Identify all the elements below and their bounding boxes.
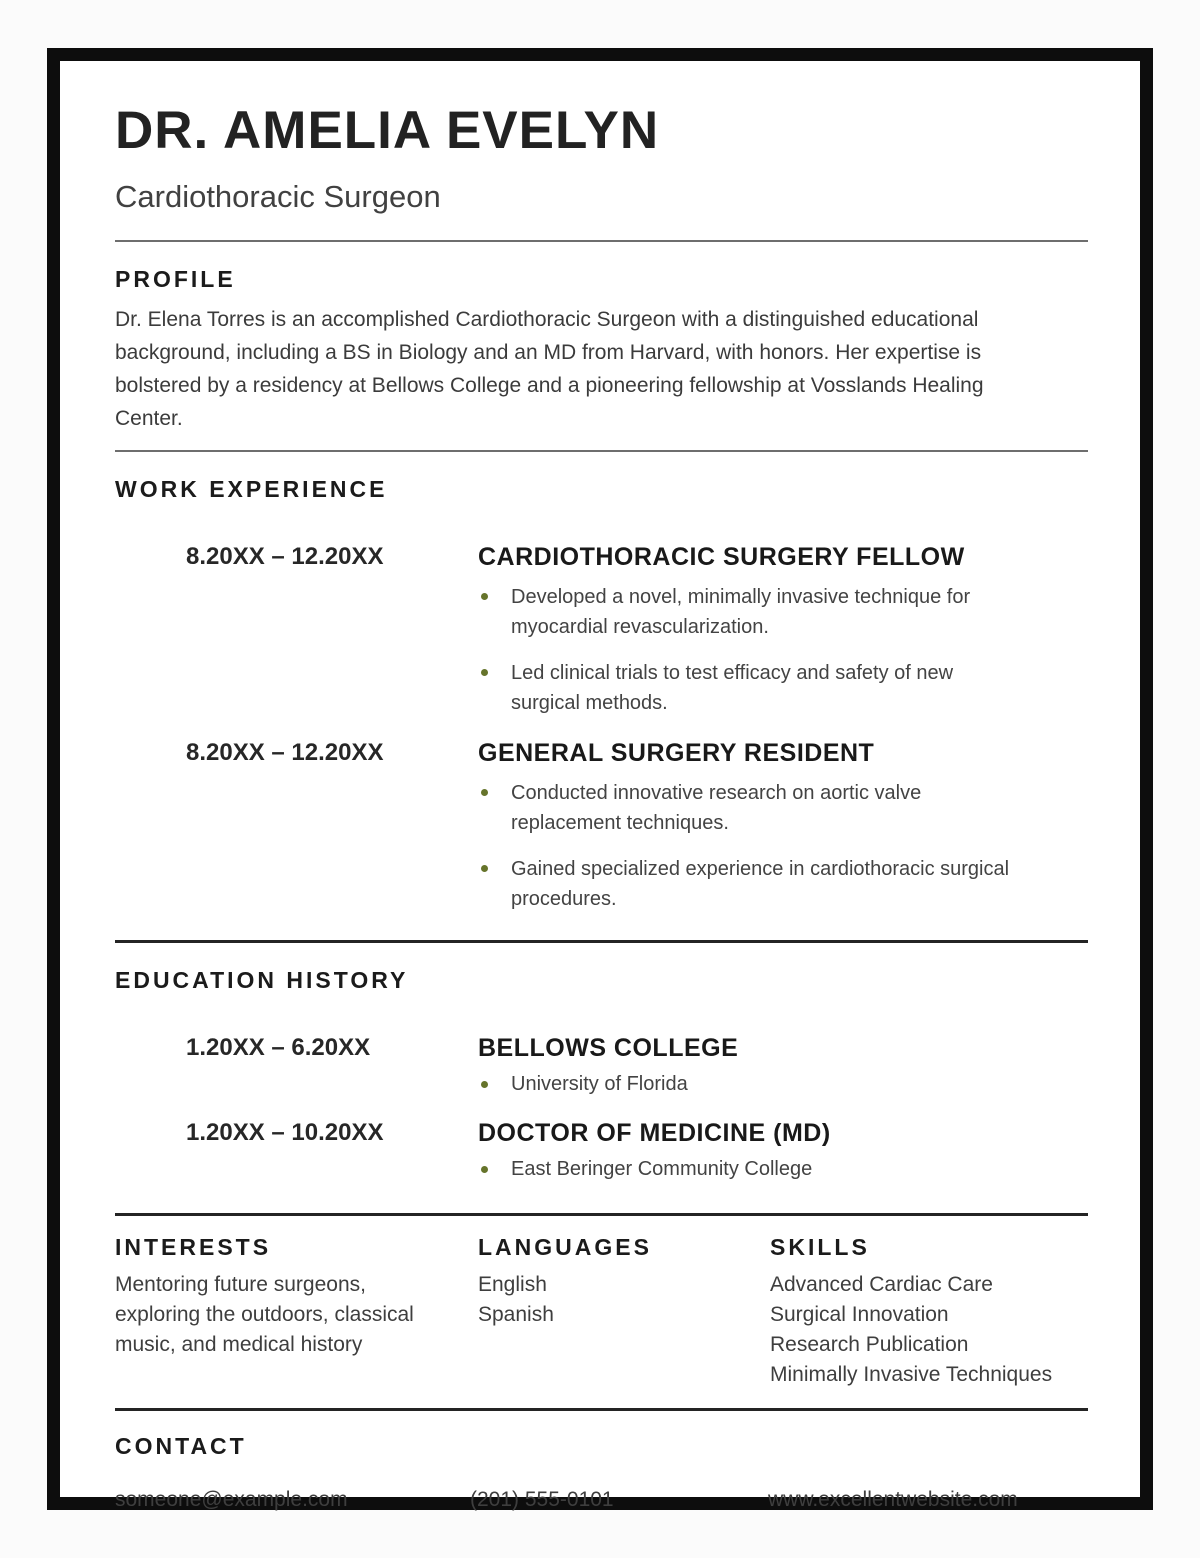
language-item: Spanish xyxy=(478,1303,554,1326)
profile-text: Dr. Elena Torres is an accomplished Cardiothoracic Surgeon with a distinguished educational background, including a BS in Biology and an MD from Harvard, with honors. Her expertise is bolstered by a residency at Bellows College and a pioneering fellowship at Vosslands Healing Center. xyxy=(115,308,984,430)
skills-list xyxy=(770,1270,1088,1390)
interests-text: Mentoring future surgeons, exploring the outdoors, classical music, and medical history xyxy=(115,1273,414,1356)
education-entry xyxy=(115,1033,1088,1098)
education-entry xyxy=(115,1118,1088,1183)
bullet-item: Gained specialized experience in cardiothoracic surgical procedures. xyxy=(478,854,1023,914)
education-heading: EDUCATION HISTORY xyxy=(115,967,409,993)
education-section xyxy=(115,967,1088,1183)
resume-header xyxy=(115,103,1088,215)
skills-heading: SKILLS xyxy=(770,1234,870,1260)
languages-column xyxy=(478,1234,770,1390)
skill-item: Minimally Invasive Techniques xyxy=(770,1363,1053,1386)
profile-section xyxy=(115,266,1088,435)
divider-header xyxy=(115,240,1088,242)
work-entry-title: GENERAL SURGERY RESIDENT xyxy=(478,739,875,767)
person-name: DR. AMELIA EVELYN xyxy=(115,101,660,160)
profile-heading: PROFILE xyxy=(115,266,236,292)
work-entry-title: CARDIOTHORACIC SURGERY FELLOW xyxy=(478,543,965,571)
bullet-item: Led clinical trials to test efficacy and safety of new surgical methods. xyxy=(478,658,1023,718)
work-experience-section xyxy=(115,476,1088,914)
education-entry-body xyxy=(478,1033,1088,1098)
resume-content xyxy=(60,61,1140,1513)
interests-column xyxy=(115,1234,478,1390)
education-entry-title: BELLOWS COLLEGE xyxy=(478,1034,739,1062)
work-entry-body xyxy=(478,542,1088,718)
education-entry-body xyxy=(478,1118,1088,1183)
skill-item: Advanced Cardiac Care xyxy=(770,1273,993,1296)
divider-details xyxy=(115,1408,1088,1411)
bullet-item: Conducted innovative research on aortic valve replacement techniques. xyxy=(478,778,1023,838)
skill-item: Surgical Innovation xyxy=(770,1303,949,1326)
details-section xyxy=(115,1234,1088,1390)
contact-section xyxy=(115,1433,1088,1513)
bullet-item: East Beringer Community College xyxy=(478,1155,1023,1183)
skills-column xyxy=(770,1234,1088,1390)
education-entry-dates: 1.20XX – 10.20XX xyxy=(186,1119,384,1146)
contact-email: someone@example.com xyxy=(115,1488,348,1511)
education-entry-title: DOCTOR OF MEDICINE (MD) xyxy=(478,1119,831,1147)
work-entry-dates: 8.20XX – 12.20XX xyxy=(186,543,384,570)
languages-list xyxy=(478,1270,770,1330)
resume-page xyxy=(47,48,1153,1510)
contact-row xyxy=(115,1487,1088,1513)
bullet-item: University of Florida xyxy=(478,1070,1023,1098)
work-entry xyxy=(115,542,1088,718)
work-entry xyxy=(115,738,1088,914)
skill-item: Research Publication xyxy=(770,1333,969,1356)
work-entry-body xyxy=(478,738,1088,914)
bullet-item: Developed a novel, minimally invasive technique for myocardial revascularization. xyxy=(478,582,1023,642)
education-entry-bullets xyxy=(478,1070,1023,1098)
contact-website: www.excellentwebsite.com xyxy=(768,1488,1018,1511)
divider-work xyxy=(115,940,1088,943)
person-job-title: Cardiothoracic Surgeon xyxy=(115,179,441,214)
divider-education xyxy=(115,1213,1088,1216)
education-entry-bullets xyxy=(478,1155,1023,1183)
contact-heading: CONTACT xyxy=(115,1433,247,1459)
work-entry-bullets xyxy=(478,778,1023,914)
education-entry-dates: 1.20XX – 6.20XX xyxy=(186,1034,371,1061)
languages-heading: LANGUAGES xyxy=(478,1234,652,1260)
language-item: English xyxy=(478,1273,547,1296)
work-entry-bullets xyxy=(478,582,1023,718)
divider-profile xyxy=(115,450,1088,452)
work-experience-heading: WORK EXPERIENCE xyxy=(115,476,388,502)
contact-phone: (201) 555-0101 xyxy=(470,1488,614,1511)
work-entry-dates: 8.20XX – 12.20XX xyxy=(186,739,384,766)
interests-heading: INTERESTS xyxy=(115,1234,272,1260)
